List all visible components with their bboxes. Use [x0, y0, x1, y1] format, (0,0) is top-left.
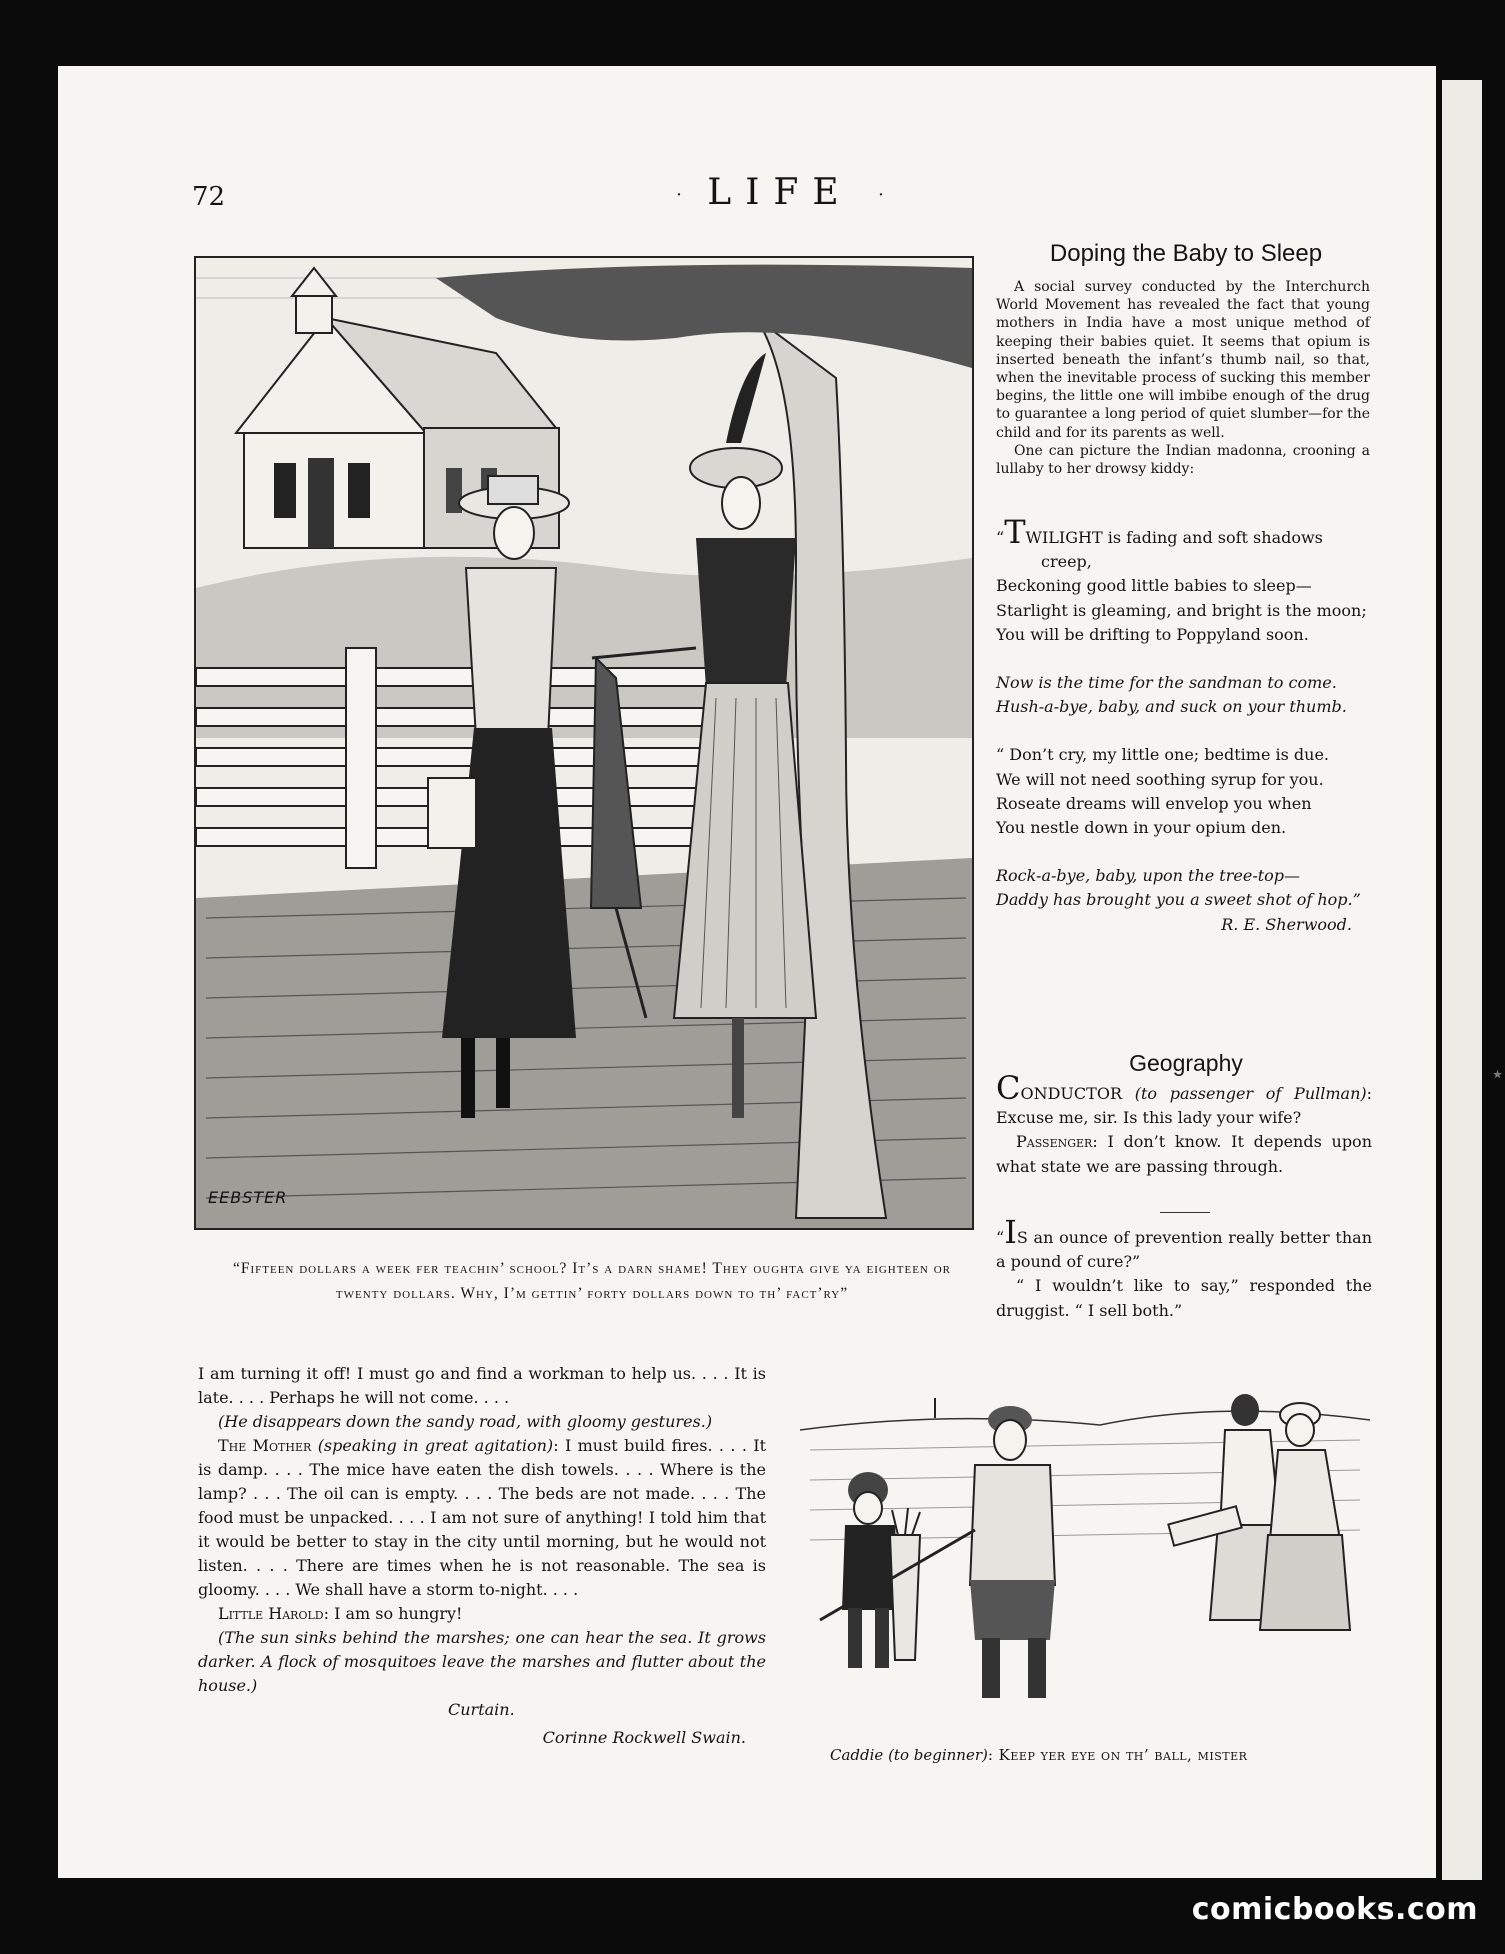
- poem-line: Rock-a-bye, baby, upon the tree-top—: [996, 866, 1301, 886]
- poem-line: Hush-a-bye, baby, and suck on your thumb.: [996, 697, 1347, 717]
- geography-line-2: [996, 1130, 1372, 1178]
- poem-line: We will not need soothing syrup for you.: [996, 769, 1324, 789]
- geography-dialogue: [996, 1069, 1372, 1179]
- poem-line: You will be drifting to Poppyland soon.: [996, 624, 1309, 644]
- poem-line: Roseate dreams will envelop you when: [996, 793, 1312, 813]
- poem-line-text: WILIGHT is fading and soft shadows creep,: [1025, 528, 1323, 572]
- lullaby-poem: [996, 513, 1372, 937]
- play-paragraph: [198, 1434, 766, 1602]
- masthead-title: LIFE: [707, 172, 853, 213]
- golf-caddie-illustration: [800, 1370, 1370, 1730]
- prevention-line-1: [996, 1213, 1372, 1274]
- section-divider: [1160, 1212, 1210, 1213]
- artist-signature: EEBSTER: [208, 1188, 288, 1207]
- drop-cap: C: [996, 1069, 1021, 1107]
- dialogue: : I don’t know. It depends upon what state we are passing through.: [996, 1132, 1372, 1176]
- drop-cap: T: [1004, 513, 1026, 551]
- poem-line: “ Don’t cry, my little one; bedtime is due.: [996, 745, 1330, 765]
- geography-line-1: [996, 1069, 1372, 1130]
- cartoon-schoolteacher-illustration: [194, 256, 974, 1230]
- stage-direction: (The sun sinks behind the marshes; one can hear the sea. It grows darker. A flock of mosquitoes leave the marshes and flutter about the house.): [198, 1628, 766, 1695]
- golf-caption: [830, 1746, 1390, 1764]
- stage-direction: (speaking in great agitation): [317, 1436, 554, 1455]
- open-quote: “: [996, 528, 1005, 547]
- facing-page-edge: [1442, 80, 1482, 1880]
- geography-title: Geography: [1129, 1050, 1243, 1076]
- curtain-line: Curtain.: [448, 1700, 515, 1719]
- doping-title: Doping the Baby to Sleep: [1049, 240, 1323, 267]
- poem-line: [996, 513, 1372, 574]
- page-number: 72: [192, 182, 226, 212]
- cartoon-caption: “Fifteen dollars a week fer teachin’ school? It’s a darn shame! They oughta give ya eighteen or twenty dollars. Why, I’m gettin’ forty dollars down to th’ fact’ry”: [232, 1260, 952, 1302]
- speaker: ONDUCTOR: [1020, 1084, 1122, 1103]
- dialogue: : Excuse me, sir. Is this lady your wife?: [996, 1084, 1372, 1128]
- stage-direction: (He disappears down the sandy road, with gloomy gestures.): [218, 1412, 713, 1431]
- poem-line: Beckoning good little babies to sleep—: [996, 576, 1312, 596]
- poem-line: You nestle down in your opium den.: [996, 818, 1287, 838]
- play-excerpt: [198, 1362, 766, 1750]
- doping-intro-paragraph: A social survey conducted by the Interchurch World Movement has revealed the fact that young mothers in India have a most unique method of keeping their babies quiet. It seems that opium is inserted beneath the infant’s thumb nail, so that, when the inevitable process of sucking this member begins, the little one will imbibe enough of the drug to guarantee a long period of quiet slumber—for the child and for its parents as well.: [996, 279, 1370, 441]
- poem-author: R. E. Sherwood.: [1221, 914, 1352, 934]
- caption-speaker: Caddie (to beginner): [830, 1746, 988, 1764]
- speaker: Passenger: [1016, 1132, 1093, 1152]
- play-paragraph: [198, 1602, 766, 1626]
- prevention-line-2: “ I wouldn’t like to say,” responded the druggist. “ I sell both.”: [996, 1276, 1372, 1320]
- dialogue: : I must build fires. . . . It is damp. . . . The mice have eaten the dish towels. . . . Where is the lamp? . . . The oil can is empty. . . . The beds are not made. . . . The food must be unpacked. . . . I am not sure of anything! I told him that it would be better to stay in the city until morning, but he would not listen. . . . There are times when he is not reasonable. The sea is gloomy. . . . We shall have a storm to-night. . . .: [198, 1436, 767, 1599]
- dialogue: S an ounce of prevention really better than a pound of cure?”: [996, 1228, 1372, 1272]
- poem-line: Starlight is gleaming, and bright is the moon;: [996, 600, 1367, 620]
- drop-cap: I: [1004, 1213, 1017, 1251]
- play-author: Corinne Rockwell Swain.: [542, 1728, 746, 1747]
- caption-line: : Keep yer eye on th’ ball, mister: [987, 1746, 1248, 1764]
- poem-line: Now is the time for the sandman to come.: [996, 673, 1337, 693]
- dialogue: : I am so hungry!: [323, 1604, 463, 1623]
- doping-intro: [996, 278, 1370, 478]
- speaker: Little Harold: [218, 1604, 324, 1623]
- open-quote: “: [996, 1228, 1005, 1247]
- masthead: · LIFE ·: [676, 172, 884, 213]
- doping-intro-paragraph-2: One can picture the Indian madonna, crooning a lullaby to her drowsy kiddy:: [996, 442, 1370, 478]
- prevention-joke: [996, 1213, 1372, 1323]
- site-watermark: comicbooks.com: [1191, 1892, 1478, 1927]
- facing-page-mark: ⋆: [1490, 1060, 1505, 1088]
- play-paragraph: I am turning it off! I must go and find a workman to help us. . . . It is late. . . . Perhaps he will not come. . . .: [198, 1364, 766, 1407]
- stage-direction: (to passenger of Pullman): [1134, 1084, 1367, 1103]
- poem-line: Daddy has brought you a sweet shot of hop.”: [996, 890, 1361, 910]
- speaker: The Mother: [218, 1436, 312, 1455]
